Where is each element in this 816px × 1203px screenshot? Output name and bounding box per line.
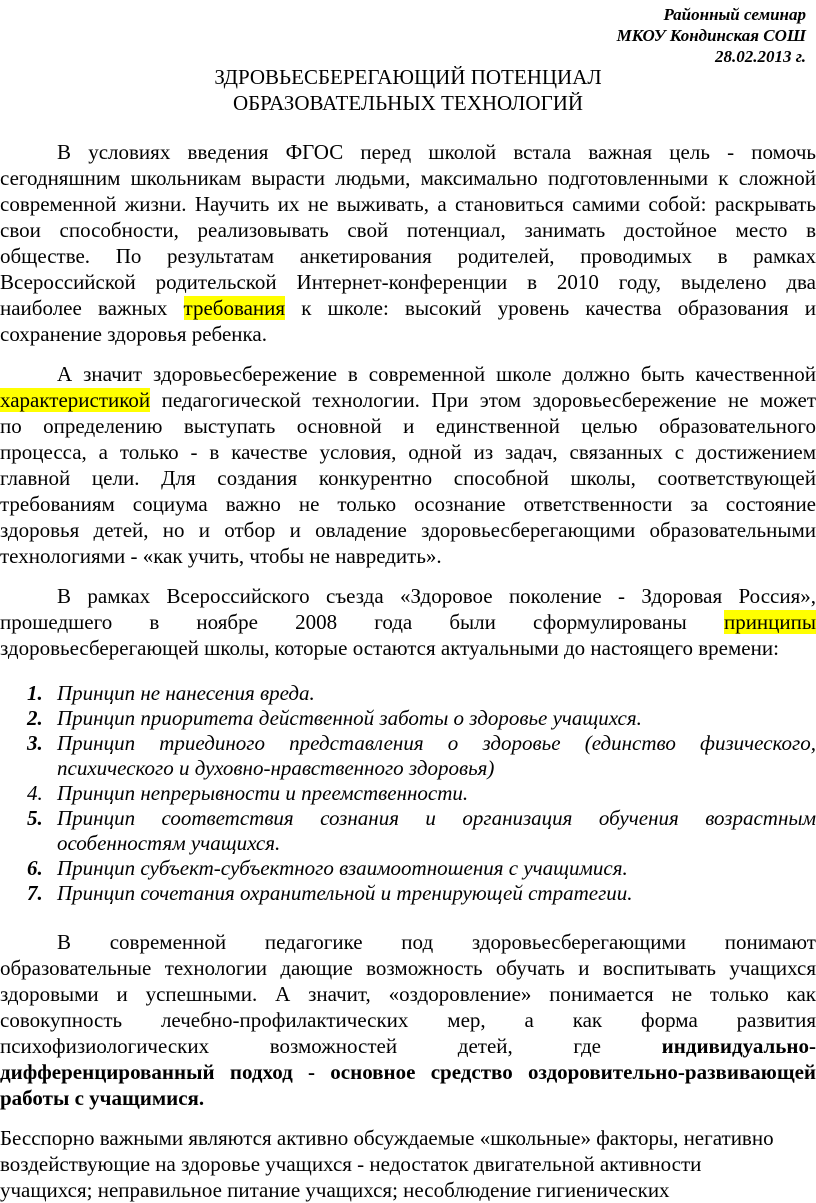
paragraph-line: учащихся; неправильное питание учащихся; несоблюдение гигиенических (0, 1178, 670, 1202)
text-run: к школе: высокий уровень качества образования и (285, 296, 816, 320)
paragraph-line (0, 295, 816, 321)
paragraph-line: В современной педагогике под здоровьесберегающими понимают (57, 930, 816, 954)
paragraph-line: обществе. По результатам анкетирования родителей, проводимых в рамках (0, 244, 816, 268)
paragraph-line: требованиям социума важно не только осознание ответственности за состояние (0, 492, 816, 516)
principles-list (0, 681, 816, 906)
text-run: наиболее важных (0, 296, 184, 320)
paragraph-line: А значит здоровьесбережение в современной школе должно быть качественной (57, 362, 816, 386)
principle-item (0, 806, 816, 856)
paragraph-line: В условиях введения ФГОС перед школой встала важная цель - помочь (57, 140, 816, 164)
paragraph-line: воздействующие на здоровье учащихся - недостаток двигательной активности (0, 1152, 702, 1176)
paragraph-line: совокупность лечебно-профилактических мер, а как форма развития (0, 1008, 816, 1032)
header-line-date: 28.02.2013 г. (714, 47, 806, 66)
header-line-school: МКОУ Кондинская СОШ (616, 26, 806, 45)
principle-item (0, 731, 816, 781)
paragraph-line: здоровьесберегающей школы, которые остаются актуальными до настоящего времени: (0, 636, 779, 660)
principle-text: Принцип непрерывности и преемственности. (57, 781, 469, 805)
principle-number: 5. (27, 806, 43, 830)
paragraph-line: дифференцированный подход - основное средство оздоровительно-развивающей (0, 1060, 816, 1084)
principle-item (0, 881, 816, 906)
paragraph-line: свои способности, реализовывать свой потенциал, занимать достойное место в (0, 218, 816, 242)
text-run: психофизиологических возможностей детей, где (0, 1034, 662, 1058)
paragraph-line (0, 387, 816, 413)
principle-text: психического и духовно-нравственного здоровья) (57, 756, 495, 780)
paragraph-line (0, 609, 816, 635)
paragraph-line: по определению выступать основной и единственной целью образовательного (0, 414, 816, 438)
paragraph-1 (0, 139, 816, 347)
paragraph-3 (0, 583, 816, 661)
principle-number: 7. (27, 881, 43, 905)
title-line-2: ОБРАЗОВАТЕЛЬНЫХ ТЕХНОЛОГИЙ (232, 91, 584, 115)
paragraph-line: здоровыми и успешными. А значит, «оздоровление» понимается не только как (0, 982, 816, 1006)
paragraph-2 (0, 361, 816, 569)
principle-number: 3. (27, 731, 43, 755)
text-run: прошедшего в ноябре 2008 года были сформулированы (0, 610, 724, 634)
document-title (0, 64, 816, 116)
paragraph-line: Бесспорно важными являются активно обсуждаемые «школьные» факторы, негативно (0, 1126, 774, 1150)
paragraph-line: современной жизни. Научить их не выживать, а становиться самими собой: раскрывать (0, 192, 816, 216)
paragraph-line: В рамках Всероссийского съезда «Здоровое поколение - Здоровая Россия», (57, 584, 816, 608)
highlighted-word: характеристикой (0, 388, 151, 412)
highlighted-word: требования (183, 296, 286, 320)
header-line-event: Районный семинар (663, 5, 806, 24)
paragraph-5 (0, 1125, 816, 1203)
principle-item (0, 856, 816, 881)
principle-number: 6. (27, 856, 43, 880)
highlighted-word: принципы (723, 610, 816, 634)
bold-text: индивидуально- (661, 1034, 816, 1058)
principle-text: Принцип сочетания охранительной и тренирующей стратегии. (57, 881, 633, 905)
paragraph-line: Всероссийской родительской Интернет-конференции в 2010 году, выделено два (0, 270, 816, 294)
principle-item (0, 781, 816, 806)
principle-text: Принцип соответствия сознания и организация обучения возрастным (57, 806, 816, 830)
title-line-1: ЗДРОВЬЕСБЕРЕГАЮЩИЙ ПОТЕНЦИАЛ (214, 65, 602, 89)
principle-number: 1. (27, 681, 43, 705)
seminar-header (617, 4, 806, 67)
text-run: педагогической технологии. При этом здоровьесбережение не может (150, 388, 816, 412)
principle-text: особенностям учащихся. (57, 831, 281, 855)
paragraph-line (0, 1033, 816, 1059)
principle-text: Принцип приоритета действенной заботы о здоровье учащихся. (57, 706, 642, 730)
paragraph-line: технологиями - «как учить, чтобы не навредить». (0, 544, 442, 568)
principle-text: Принцип субъект-субъектного взаимоотношения с учащимися. (57, 856, 628, 880)
paragraph-line: образовательные технологии дающие возможность обучать и воспитывать учащихся (0, 956, 816, 980)
principle-number: 2. (27, 706, 43, 730)
principle-item (0, 706, 816, 731)
principle-number: 4. (27, 781, 43, 805)
paragraph-line: сегодняшним школьникам вырасти людьми, максимально подготовленными к сложной (0, 166, 816, 190)
paragraph-line: работы с учащимися. (0, 1086, 205, 1110)
paragraph-line: сохранение здоровья ребенка. (0, 322, 267, 346)
paragraph-4 (0, 929, 816, 1111)
paragraph-line: главной цели. Для создания конкурентно способной школы, соответствующей (0, 466, 816, 490)
principle-text: Принцип триединого представления о здоровье (единство физического, (57, 731, 816, 755)
principle-text: Принцип не нанесения вреда. (57, 681, 315, 705)
paragraph-line: процесса, а только - в качестве условия, одной из задач, связанных с достижением (0, 440, 816, 464)
principle-item (0, 681, 816, 706)
paragraph-line: здоровья детей, но и отбор и овладение здоровьесберегающими образовательными (0, 518, 816, 542)
